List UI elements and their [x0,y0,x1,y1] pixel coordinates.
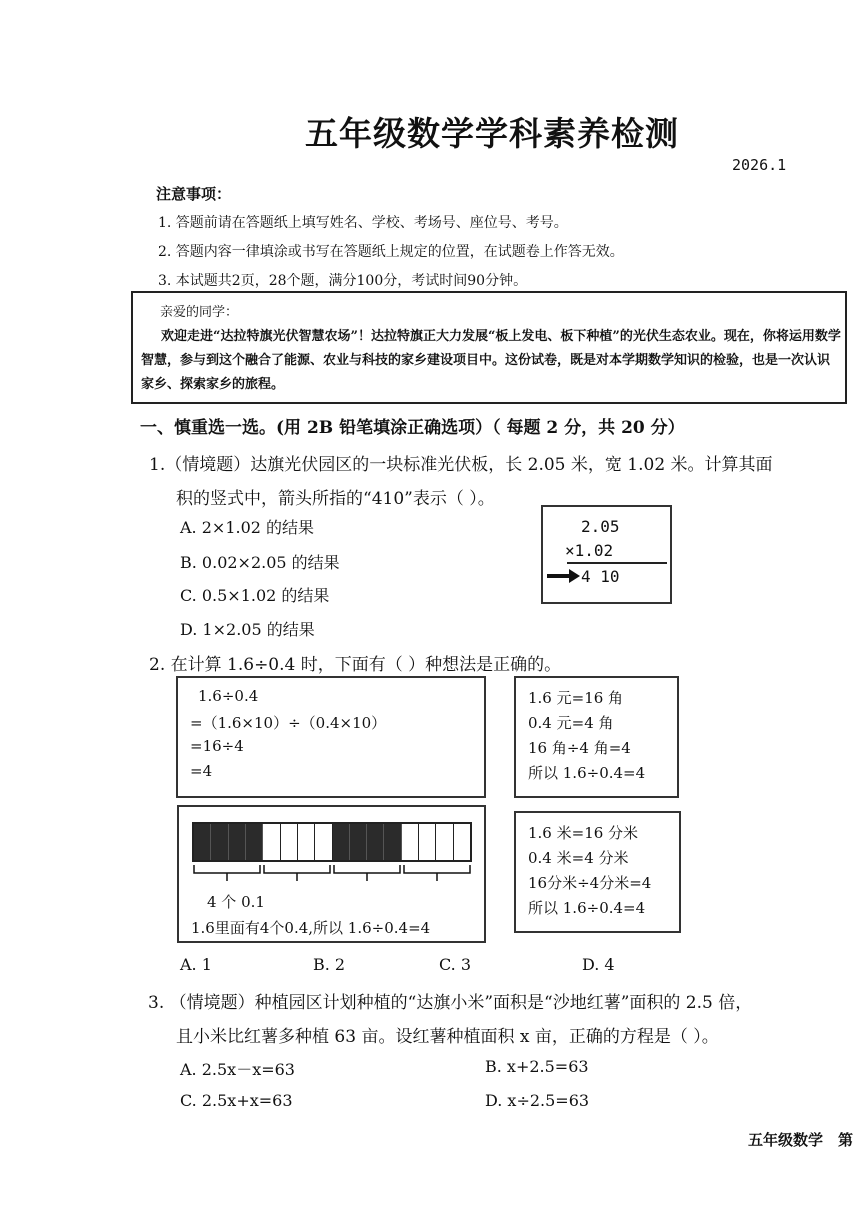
exam-title: 五年级数学学科素养检测 [305,114,679,153]
strip-cell-shaded [194,824,211,860]
welcome-text: 欢迎走进“达拉特旗光伏智慧农场”！达拉特旗正大力发展“板上发电、板下种植”的光伏生态农业。现在，你将运用数学智慧，参与到这个融合了能源、农业与科技的家乡建设项目中。这份试卷，既是对本学期数学知识的检验，也是一次认识家乡、探索家乡的旅程。 [141,329,841,392]
method1-line: =4 [190,762,213,780]
q2-option-b: B. 2 [313,955,346,974]
question-1-stem-cont: 积的竖式中，箭头所指的“410”表示（ ）。 [176,489,495,509]
q2-option-d: D. 4 [582,955,615,974]
strip-cell [454,824,470,860]
method-box-2 [514,676,679,798]
method-box-3 [177,805,486,943]
question-2-stem: 2. 在计算 1.6÷0.4 时，下面有（ ）种想法是正确的。 [149,655,562,675]
question-3-stem: 3. （情境题）种植园区计划种植的“达旗小米”面积是“沙地红薯”面积的 2.5 倍， [148,993,753,1013]
group-braces [192,863,474,885]
strip-cell-shaded [367,824,384,860]
strip-caption: 4 个 0.1 [207,893,265,911]
q3-option-d: D. x÷2.5=63 [485,1091,590,1110]
method1-line: =16÷4 [190,737,244,755]
strip-cell [315,824,332,860]
q3-option-b: B. x+2.5=63 [485,1057,589,1076]
notice-heading: 注意事项： [156,185,232,203]
method-box-4 [514,811,681,933]
method-box-1 [176,676,486,798]
vertical-multiplication [541,505,672,604]
q1-option-d: D. 1×2.05 的结果 [180,620,315,639]
question-3-stem-cont: 且小米比红薯多种植 63 亩。设红薯种植面积 x 亩，正确的方程是（ ）。 [176,1027,719,1047]
method4-line: 所以 1.6÷0.4=4 [528,899,646,917]
method4-line: 1.6 米=16 分米 [528,824,639,842]
welcome-box [131,291,847,404]
question-1-stem: 1.（情境题）达旗光伏园区的一块标准光伏板，长 2.05 米，宽 1.02 米。计算其面 [149,455,773,475]
strip-cell [281,824,298,860]
strip-cell [436,824,453,860]
strip-conclusion: 1.6里面有4个0.4,所以 1.6÷0.4=4 [191,919,431,937]
strip-cell [419,824,436,860]
welcome-greeting: 亲爱的同学： [160,305,239,320]
q3-option-c: C. 2.5x+x=63 [180,1091,293,1110]
strip-cell-shaded [333,824,350,860]
strip-cell-shaded [246,824,263,860]
method4-line: 16分米÷4分米=4 [528,874,652,892]
method2-line: 所以 1.6÷0.4=4 [528,764,646,782]
calc-underline [567,562,667,564]
method1-line: =（1.6×10）÷（0.4×10） [190,714,387,732]
section-heading: 一、慎重选一选。(用 2B 铅笔填涂正确选项）（ 每题 2 分，共 20 分） [140,418,685,438]
method2-line: 1.6 元=16 角 [528,689,624,707]
notice-item: 1. 答题前请在答题纸上填写姓名、学校、考场号、座位号、考号。 [158,215,568,231]
calc-row-3: 4 10 [581,567,620,586]
calc-row-2: ×1.02 [565,541,614,560]
q1-option-b: B. 0.02×2.05 的结果 [180,553,340,572]
q1-option-a: A. 2×1.02 的结果 [180,518,315,537]
notice-item: 2. 答题内容一律填涂或书写在答题纸上规定的位置，在试题卷上作答无效。 [158,244,624,260]
arrow-icon [547,569,581,583]
tenths-strip [192,822,472,862]
method2-line: 16 角÷4 角=4 [528,739,631,757]
page-footer: 五年级数学 第 [748,1131,854,1149]
strip-cell-shaded [384,824,401,860]
method4-line: 0.4 米=4 分米 [528,849,629,867]
exam-date: 2026.1 [732,156,787,174]
q2-option-a: A. 1 [180,955,212,974]
q1-option-c: C. 0.5×1.02 的结果 [180,586,330,605]
strip-cell-shaded [229,824,246,860]
strip-cell-shaded [350,824,367,860]
notice-item: 3. 本试题共2页，28个题，满分100分，考试时间90分钟。 [158,273,528,289]
calc-row-1: 2.05 [581,517,620,536]
strip-cell [298,824,315,860]
strip-cell [263,824,280,860]
method2-line: 0.4 元=4 角 [528,714,614,732]
strip-cell-shaded [211,824,228,860]
strip-cell [402,824,419,860]
method1-line: 1.6÷0.4 [198,687,259,705]
q2-option-c: C. 3 [439,955,472,974]
q3-option-a: A. 2.5x－x=63 [180,1060,295,1079]
